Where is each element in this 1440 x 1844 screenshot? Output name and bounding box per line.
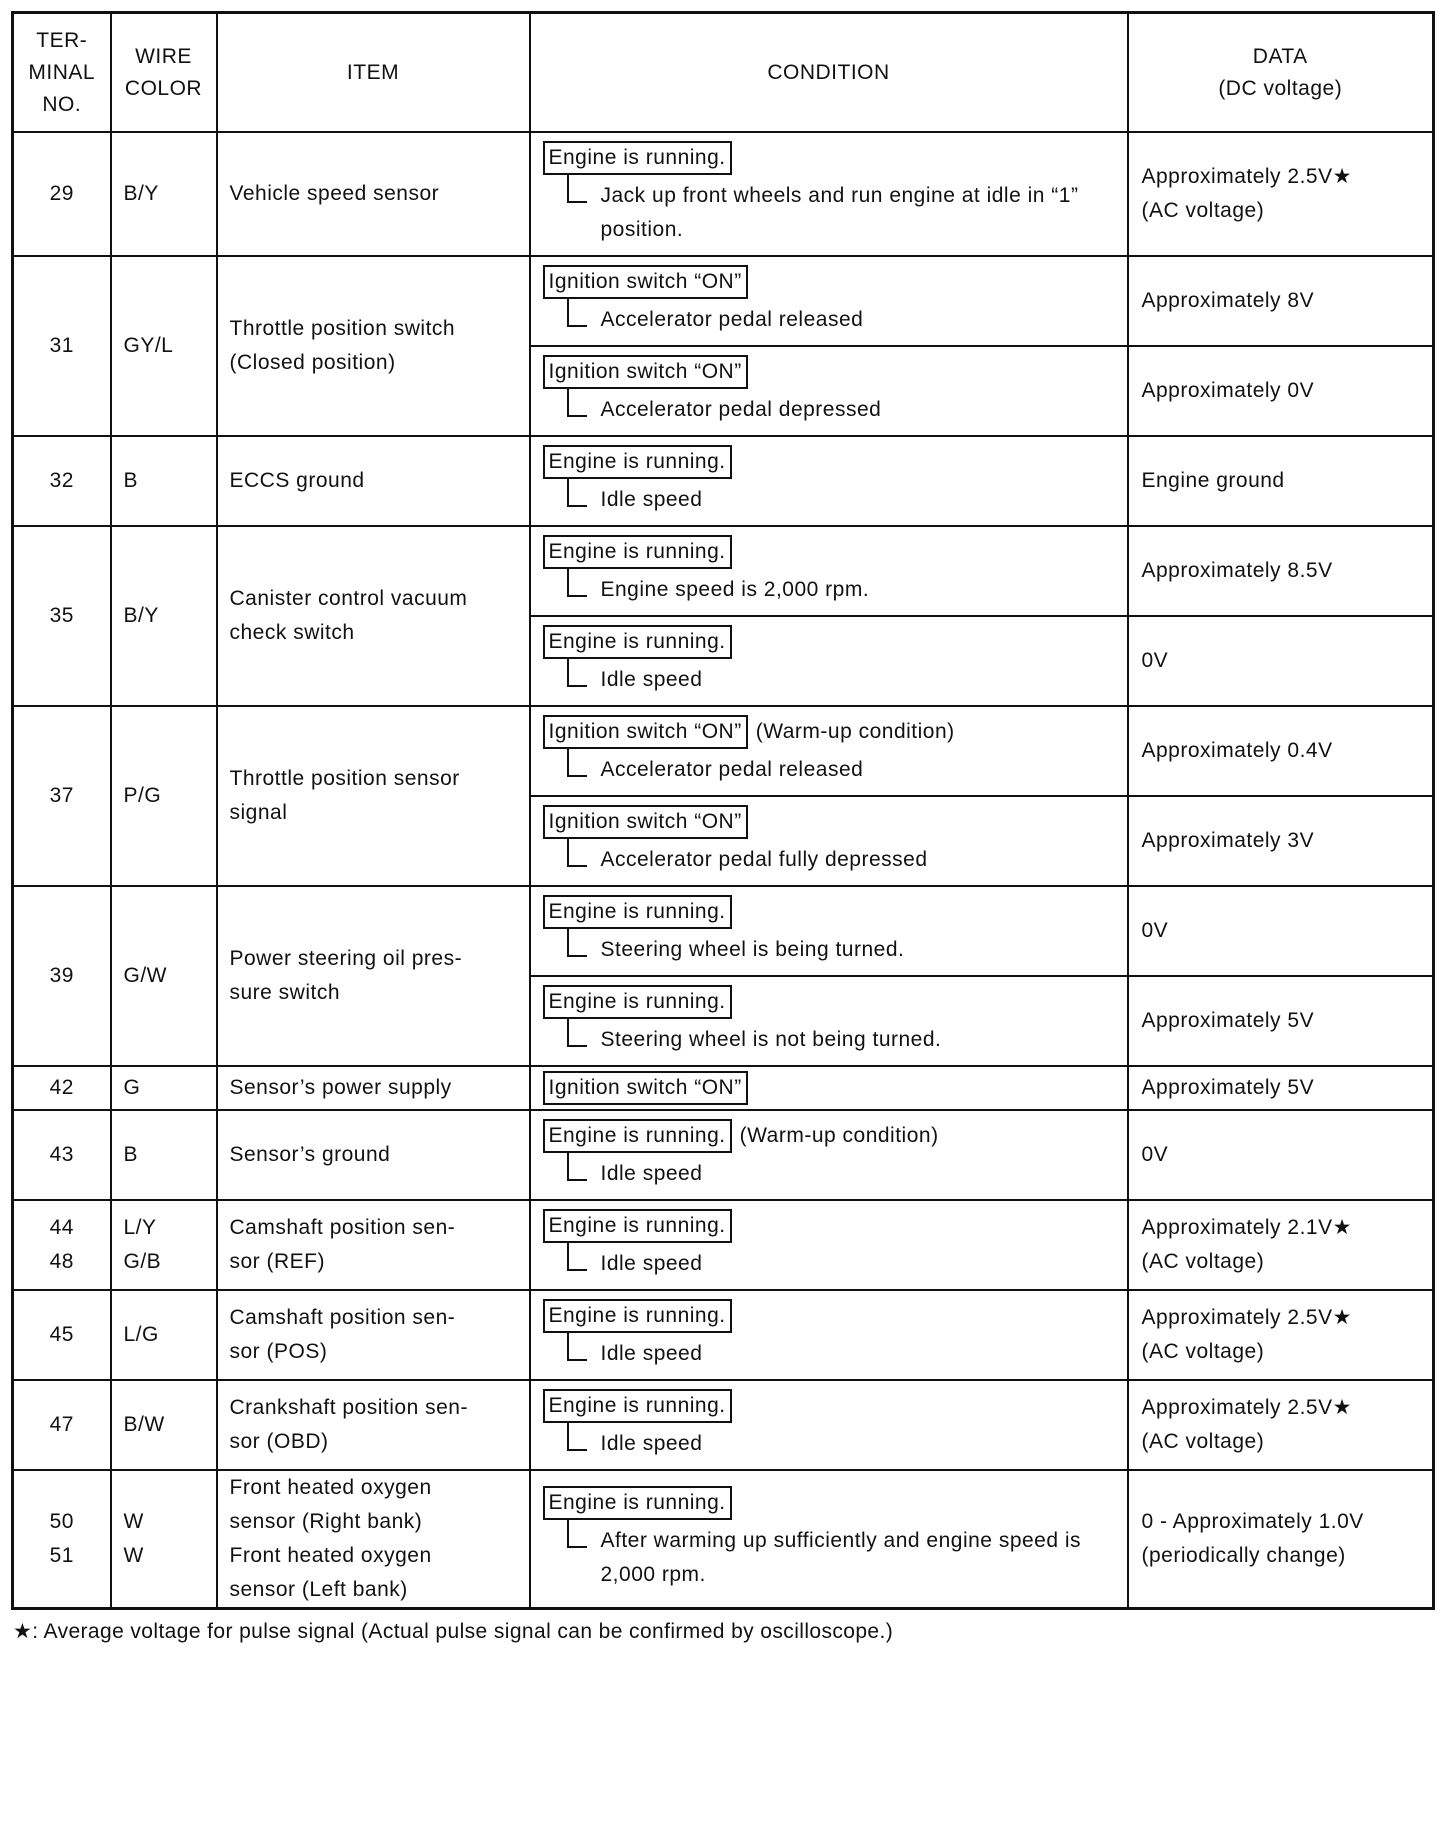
text-line: 50 [49, 1510, 74, 1533]
wire-color-cell [111, 1200, 217, 1290]
text-line: Throttle position sensor [229, 767, 460, 790]
table-row [13, 1290, 1434, 1380]
condition-cell [530, 1110, 1128, 1200]
data-value-cell [1128, 1290, 1434, 1380]
text-line: W [123, 1510, 144, 1533]
text-line: (Closed position) [229, 351, 396, 374]
branch-connector-icon [567, 297, 587, 327]
text-line: Camshaft position sen- [229, 1216, 456, 1239]
terminal-no-cell: 31 [13, 256, 111, 436]
text-line: (periodically change) [1141, 1544, 1346, 1567]
item-cell: Sensor’s ground [217, 1110, 530, 1200]
condition-detail [567, 1023, 1117, 1057]
item-cell [217, 1290, 530, 1380]
item-cell: ECCS ground [217, 436, 530, 526]
terminal-no-cell: 45 [13, 1290, 111, 1380]
header-terminal-no: TER- MINAL NO. [13, 13, 111, 133]
condition-head [543, 1119, 1117, 1153]
data-value-cell: Approximately 8.5V [1128, 526, 1434, 616]
condition-state-box: Engine is running. [543, 1119, 732, 1153]
wire-color-cell [111, 1470, 217, 1609]
wire-color-cell: B/W [111, 1380, 217, 1470]
condition-state-box: Engine is running. [543, 141, 732, 175]
branch-connector-icon [567, 657, 587, 687]
footnote: ★: Average voltage for pulse signal (Actual pulse signal can be confirmed by oscilloscope.) [13, 1620, 894, 1643]
data-value-cell [1128, 132, 1434, 256]
text-line: (AC voltage) [1141, 1430, 1265, 1453]
table-row [13, 1110, 1434, 1200]
text-line: G/B [123, 1250, 162, 1273]
item-cell [217, 526, 530, 706]
condition-head [543, 1486, 1117, 1520]
branch-connector-icon [567, 1518, 587, 1548]
condition-state-box: Engine is running. [543, 1486, 732, 1520]
table-row [13, 886, 1434, 976]
condition-head [543, 1209, 1117, 1243]
condition-note: (Warm-up condition) [739, 1124, 939, 1147]
condition-detail [567, 1524, 1117, 1592]
condition-detail [567, 573, 1117, 607]
text-line: sor (OBD) [229, 1430, 329, 1453]
terminal-no-cell: 29 [13, 132, 111, 256]
wire-color-cell: B/Y [111, 526, 217, 706]
condition-cell [530, 436, 1128, 526]
table-row [13, 1380, 1434, 1470]
branch-connector-icon [567, 1151, 587, 1181]
item-cell [217, 256, 530, 436]
condition-state-box: Ignition switch “ON” [543, 265, 748, 299]
text-line: sor (POS) [229, 1340, 328, 1363]
text-line: sensor (Left bank) [229, 1578, 408, 1601]
branch-connector-icon [567, 477, 587, 507]
wire-color-cell: P/G [111, 706, 217, 886]
condition-detail-text: Idle speed [600, 1252, 703, 1275]
branch-connector-icon [567, 927, 587, 957]
terminal-no-cell: 47 [13, 1380, 111, 1470]
branch-connector-icon [567, 837, 587, 867]
condition-head [543, 805, 1117, 839]
text-line: 48 [49, 1250, 74, 1273]
text-line: L/Y [123, 1216, 157, 1239]
item-cell [217, 706, 530, 886]
text-line: 51 [49, 1544, 74, 1567]
condition-cell [530, 1200, 1128, 1290]
condition-state-box: Ignition switch “ON” [543, 805, 748, 839]
terminal-no-cell: 37 [13, 706, 111, 886]
data-value-cell: 0V [1128, 616, 1434, 706]
text-line: 0 - Approximately 1.0V [1141, 1510, 1364, 1533]
condition-head [543, 985, 1117, 1019]
data-value-cell [1128, 1470, 1434, 1609]
condition-detail [567, 933, 1117, 967]
condition-cell [530, 616, 1128, 706]
terminal-no-cell: 35 [13, 526, 111, 706]
condition-cell [530, 1066, 1128, 1110]
condition-detail [567, 843, 1117, 877]
condition-cell [530, 256, 1128, 346]
text-line: W [123, 1544, 144, 1567]
item-cell [217, 1470, 530, 1609]
condition-head [543, 715, 1117, 749]
wire-color-cell: B [111, 436, 217, 526]
wire-color-cell: B [111, 1110, 217, 1200]
condition-detail-text: Idle speed [600, 1342, 703, 1365]
header-item: ITEM [217, 13, 530, 133]
condition-detail-text: Steering wheel is being turned. [600, 938, 905, 961]
branch-connector-icon [567, 567, 587, 597]
text-line: Front heated oxygen [229, 1544, 432, 1567]
terminal-no-cell: 43 [13, 1110, 111, 1200]
branch-connector-icon [567, 387, 587, 417]
text-line: sensor (Right bank) [229, 1510, 423, 1533]
condition-detail-text: Idle speed [600, 488, 703, 511]
condition-cell [530, 1290, 1128, 1380]
wire-color-cell: G/W [111, 886, 217, 1066]
condition-detail-text: Accelerator pedal released [600, 758, 864, 781]
condition-state-box: Engine is running. [543, 895, 732, 929]
condition-cell [530, 976, 1128, 1066]
terminal-no-cell [13, 1200, 111, 1290]
condition-state-box: Engine is running. [543, 1389, 732, 1423]
text-line: (AC voltage) [1141, 199, 1265, 222]
condition-detail-text: Accelerator pedal depressed [600, 398, 882, 421]
condition-detail [567, 1247, 1117, 1281]
condition-cell [530, 526, 1128, 616]
item-cell [217, 1200, 530, 1290]
terminal-no-cell: 42 [13, 1066, 111, 1110]
data-value-cell: Engine ground [1128, 436, 1434, 526]
data-value-cell: Approximately 5V [1128, 1066, 1434, 1110]
text-line: Approximately 2.1V★ [1141, 1216, 1352, 1239]
condition-head [543, 535, 1117, 569]
text-line: Canister control vacuum [229, 587, 468, 610]
condition-detail [567, 1157, 1117, 1191]
data-value-cell: Approximately 0V [1128, 346, 1434, 436]
text-line: 44 [49, 1216, 74, 1239]
table-body [13, 132, 1434, 1609]
condition-head [543, 1071, 1117, 1105]
branch-connector-icon [567, 1017, 587, 1047]
terminal-no-cell: 39 [13, 886, 111, 1066]
condition-cell [530, 132, 1128, 256]
text-line: Camshaft position sen- [229, 1306, 456, 1329]
header-wire-color: WIRE COLOR [111, 13, 217, 133]
branch-connector-icon [567, 1241, 587, 1271]
condition-state-box: Engine is running. [543, 1209, 732, 1243]
text-line: Front heated oxygen [229, 1476, 432, 1499]
table-header-row [13, 13, 1434, 133]
condition-detail-text: Idle speed [600, 1432, 703, 1455]
table-row [13, 526, 1434, 616]
condition-state-box: Ignition switch “ON” [543, 715, 748, 749]
condition-cell [530, 1380, 1128, 1470]
header-data: DATA (DC voltage) [1128, 13, 1434, 133]
condition-detail-text: After warming up sufficiently and engine speed is 2,000 rpm. [600, 1529, 1082, 1586]
text-line: Approximately 2.5V★ [1141, 1306, 1352, 1329]
data-value-cell: 0V [1128, 1110, 1434, 1200]
table-row [13, 706, 1434, 796]
condition-detail [567, 179, 1117, 247]
condition-note: (Warm-up condition) [755, 720, 955, 743]
condition-head [543, 355, 1117, 389]
text-line: Power steering oil pres- [229, 947, 463, 970]
data-value-cell: Approximately 5V [1128, 976, 1434, 1066]
condition-detail-text: Accelerator pedal released [600, 308, 864, 331]
text-line: Throttle position switch [229, 317, 456, 340]
condition-detail [567, 483, 1117, 517]
terminal-no-cell [13, 1470, 111, 1609]
condition-head [543, 625, 1117, 659]
condition-state-box: Ignition switch “ON” [543, 1071, 748, 1105]
wire-color-cell: G [111, 1066, 217, 1110]
condition-cell [530, 886, 1128, 976]
condition-state-box: Engine is running. [543, 535, 732, 569]
item-cell [217, 1380, 530, 1470]
condition-head [543, 1299, 1117, 1333]
header-condition: CONDITION [530, 13, 1128, 133]
condition-state-box: Engine is running. [543, 445, 732, 479]
condition-cell [530, 796, 1128, 886]
condition-detail [567, 1427, 1117, 1461]
text-line: Approximately 2.5V★ [1141, 165, 1352, 188]
table-row [13, 256, 1434, 346]
wire-color-cell: B/Y [111, 132, 217, 256]
text-line: check switch [229, 621, 355, 644]
text-line: signal [229, 801, 288, 824]
condition-cell [530, 346, 1128, 436]
item-cell: Sensor’s power supply [217, 1066, 530, 1110]
branch-connector-icon [567, 1331, 587, 1361]
terminal-no-cell: 32 [13, 436, 111, 526]
condition-detail [567, 663, 1117, 697]
data-value-cell [1128, 1380, 1434, 1470]
condition-state-box: Engine is running. [543, 1299, 732, 1333]
condition-detail [567, 393, 1117, 427]
condition-head [543, 445, 1117, 479]
condition-detail-text: Idle speed [600, 668, 703, 691]
wire-color-cell: GY/L [111, 256, 217, 436]
text-line: Approximately 2.5V★ [1141, 1396, 1352, 1419]
condition-head [543, 1389, 1117, 1423]
text-line: sor (REF) [229, 1250, 325, 1273]
item-cell: Vehicle speed sensor [217, 132, 530, 256]
text-line: (AC voltage) [1141, 1250, 1265, 1273]
condition-detail-text: Idle speed [600, 1162, 703, 1185]
condition-detail-text: Jack up front wheels and run engine at idle in “1” position. [600, 184, 1079, 241]
condition-head [543, 141, 1117, 175]
table-row [13, 1200, 1434, 1290]
condition-state-box: Ignition switch “ON” [543, 355, 748, 389]
branch-connector-icon [567, 1421, 587, 1451]
data-value-cell: Approximately 3V [1128, 796, 1434, 886]
condition-head [543, 265, 1117, 299]
table-row [13, 1470, 1434, 1609]
text-line: (AC voltage) [1141, 1340, 1265, 1363]
condition-detail-text: Engine speed is 2,000 rpm. [600, 578, 870, 601]
condition-detail [567, 303, 1117, 337]
condition-detail-text: Accelerator pedal fully depressed [600, 848, 928, 871]
branch-connector-icon [567, 173, 587, 203]
terminal-spec-sheet [11, 11, 1432, 1646]
data-value-cell [1128, 1200, 1434, 1290]
condition-state-box: Engine is running. [543, 985, 732, 1019]
condition-head [543, 895, 1117, 929]
data-value-cell: Approximately 8V [1128, 256, 1434, 346]
terminal-table [11, 11, 1435, 1610]
table-row [13, 1066, 1434, 1110]
condition-cell [530, 1470, 1128, 1609]
text-line: Crankshaft position sen- [229, 1396, 468, 1419]
item-cell [217, 886, 530, 1066]
table-row [13, 132, 1434, 256]
condition-detail [567, 753, 1117, 787]
data-value-cell: Approximately 0.4V [1128, 706, 1434, 796]
wire-color-cell: L/G [111, 1290, 217, 1380]
condition-cell [530, 706, 1128, 796]
text-line: sure switch [229, 981, 341, 1004]
table-row [13, 436, 1434, 526]
data-value-cell: 0V [1128, 886, 1434, 976]
condition-detail-text: Steering wheel is not being turned. [600, 1028, 942, 1051]
branch-connector-icon [567, 747, 587, 777]
condition-state-box: Engine is running. [543, 625, 732, 659]
condition-detail [567, 1337, 1117, 1371]
